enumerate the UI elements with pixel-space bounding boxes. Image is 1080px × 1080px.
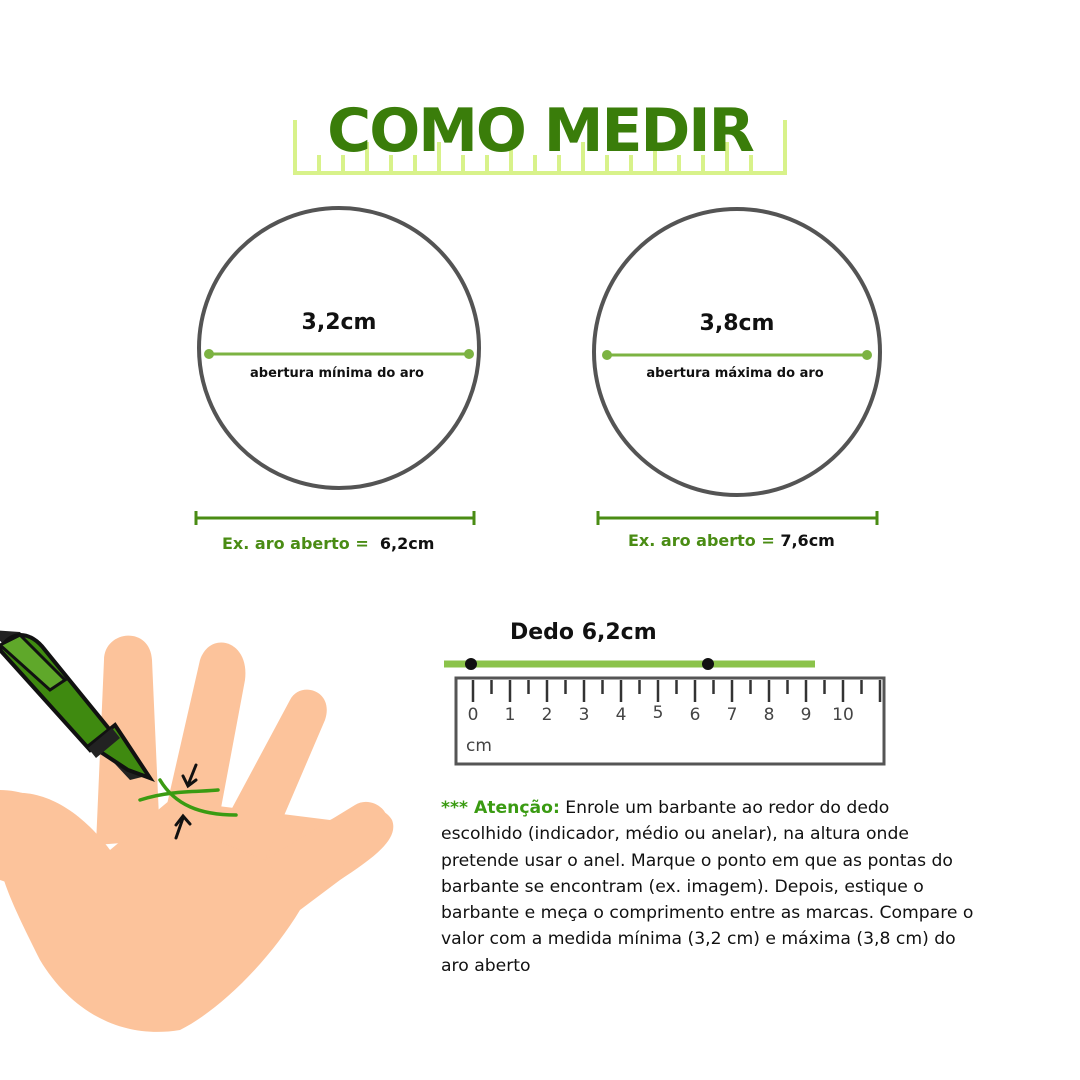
ring-min-value: 3,2cm: [301, 310, 377, 335]
ruler-number: 0: [467, 705, 479, 725]
finger-mark-start: [465, 658, 477, 670]
ruler-number: 6: [689, 705, 701, 725]
open-min-label-text: Ex. aro aberto =: [222, 534, 369, 553]
ruler-number: 4: [615, 705, 627, 725]
ring-max-value: 3,8cm: [699, 311, 775, 336]
open-min-value: 6,2cm: [379, 534, 435, 553]
finger-measure-label: Dedo 6,2cm: [510, 620, 657, 645]
ruler-number: 1: [504, 705, 516, 725]
ruler-number: 10: [832, 705, 854, 725]
ruler-number: 7: [726, 705, 738, 725]
attention-text: Enrole um barbante ao redor do dedo escolhido (indicador, médio ou anelar), na altura onde pretende usar o anel. Marque o ponto em que as pontas do barbante se encontram (ex. imagem). Depois, estique o barbante e meça o comprimento entre as marcas. Compare o valor com a medida mínima (3,2 cm) e máxima (3,8 cm) do aro aberto: [441, 798, 974, 976]
open-max-value: 7,6cm: [780, 531, 835, 550]
ruler-number: 5: [652, 703, 664, 723]
ring-max-caption: abertura máxima do aro: [646, 366, 824, 381]
ruler-number: 3: [578, 705, 590, 725]
page-title: COMO MEDIR: [327, 96, 753, 166]
ruler-number: 2: [541, 705, 553, 725]
ruler-number: 8: [763, 705, 775, 725]
attention-note: [441, 795, 976, 979]
open-max-label-text: Ex. aro aberto =: [628, 531, 775, 550]
attention-label: *** Atenção:: [441, 798, 560, 818]
finger-mark-end: [702, 658, 714, 670]
ring-min-caption: abertura mínima do aro: [250, 366, 424, 381]
ruler-number: 9: [800, 705, 812, 725]
ruler-unit: cm: [466, 736, 492, 756]
